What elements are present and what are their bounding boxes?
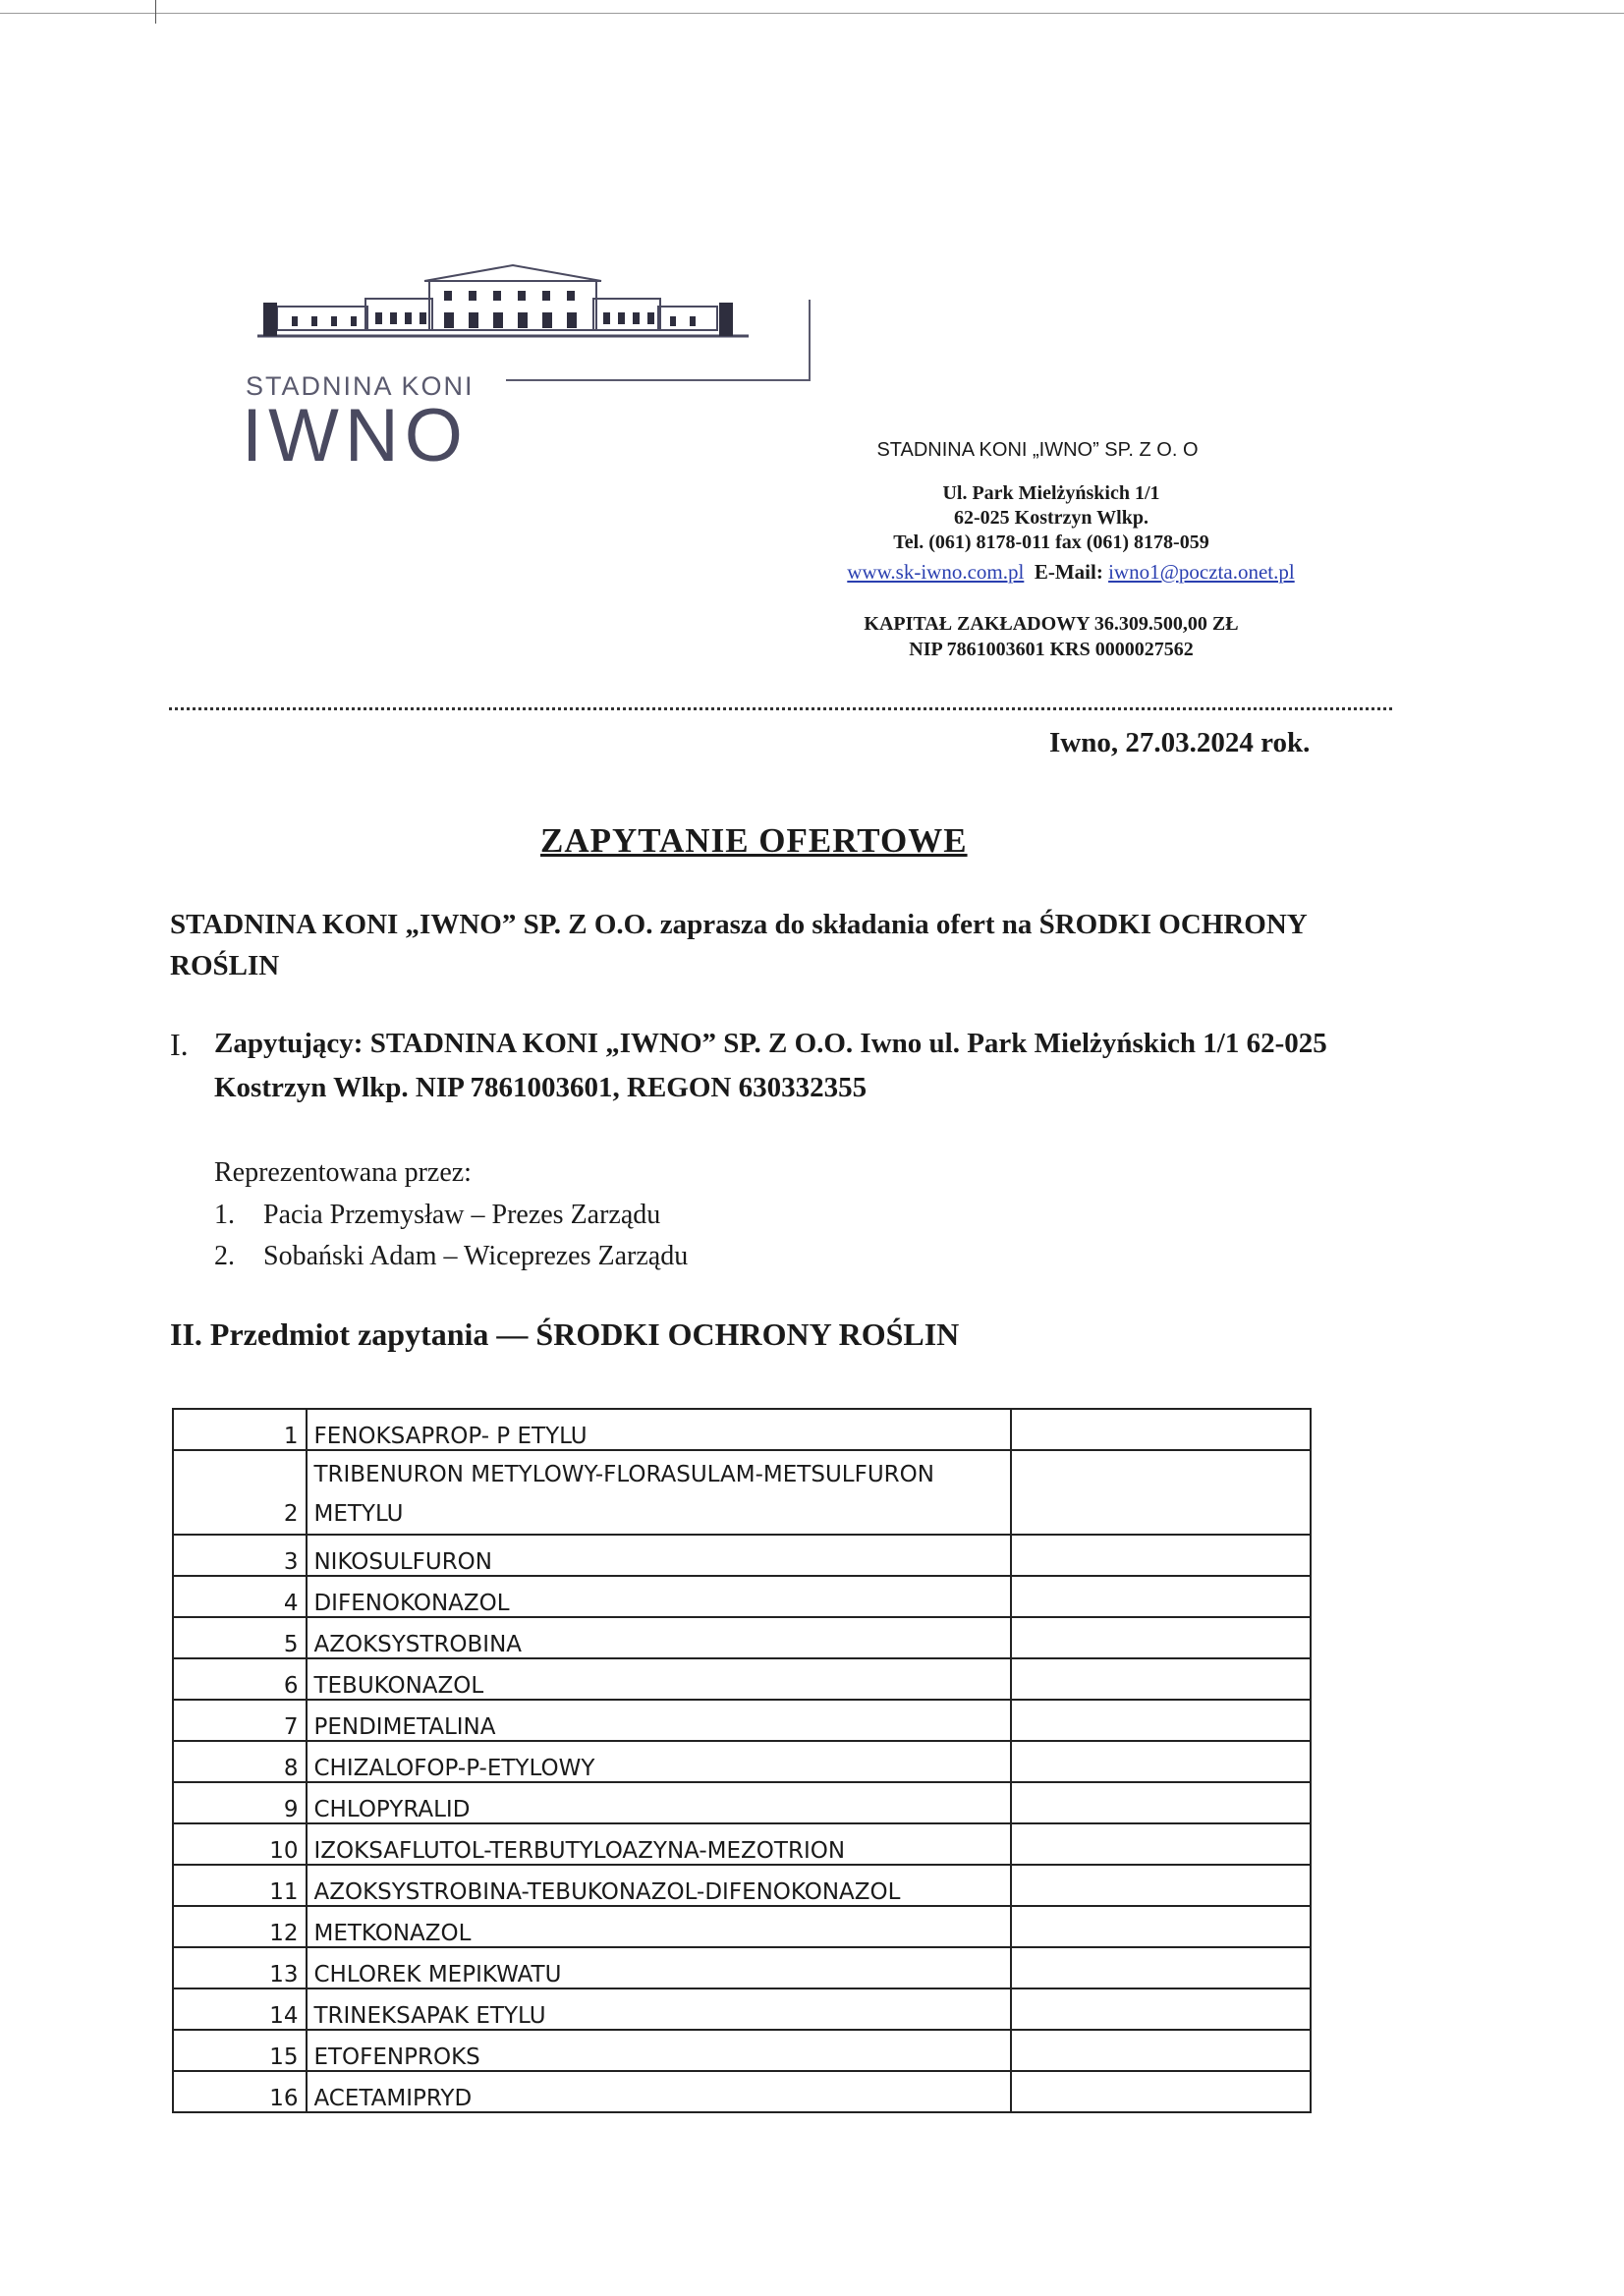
company-ids: NIP 7861003601 KRS 0000027562 — [909, 639, 1194, 660]
table-row — [173, 1947, 1311, 1988]
item-name: IZOKSAFLUTOL-TERBUTYLOAZYNA-MEZOTRION — [307, 1823, 1010, 1865]
item-name: TRINEKSAPAK ETYLU — [307, 1988, 1010, 2030]
item-blank-cell[interactable] — [1011, 1535, 1311, 1576]
item-name: TRIBENURON METYLOWY-FLORASULAM-METSULFURON METYLU — [307, 1450, 1010, 1535]
email-label: E-Mail: — [1034, 560, 1103, 584]
table-row — [173, 2030, 1311, 2071]
item-blank-cell[interactable] — [1011, 1409, 1311, 1450]
section-1-text: Zapytujący: STADNINA KONI „IWNO” SP. Z O.O. Iwno ul. Park Mielżyńskich 1/1 62-025 Kostrzyn Wlkp. NIP 7861003601, REGON 630332355 — [214, 1028, 1327, 1103]
table-row — [173, 1782, 1311, 1823]
table-row — [173, 1865, 1311, 1906]
item-blank-cell[interactable] — [1011, 1450, 1311, 1535]
item-number: 15 — [173, 2030, 307, 2071]
logo-subtitle: STADNINA KONI — [246, 371, 475, 401]
building-logo-icon — [257, 257, 749, 351]
item-name: FENOKSAPROP- P ETYLU — [307, 1409, 1010, 1450]
item-name: METKONAZOL — [307, 1906, 1010, 1947]
item-number: 10 — [173, 1823, 307, 1865]
company-phone: Tel. (061) 8178-011 fax (061) 8178-059 — [893, 532, 1209, 553]
item-name: CHIZALOFOP-P-ETYLOWY — [307, 1741, 1010, 1782]
company-capital: KAPITAŁ ZAKŁADOWY 36.309.500,00 ZŁ — [864, 613, 1239, 635]
item-blank-cell[interactable] — [1011, 1658, 1311, 1700]
table-row — [173, 2071, 1311, 2112]
item-number: 9 — [173, 1782, 307, 1823]
item-blank-cell[interactable] — [1011, 1576, 1311, 1617]
website-link[interactable]: www.sk-iwno.com.pl — [847, 560, 1025, 584]
scan-border-line — [0, 13, 1624, 14]
company-contact-line — [776, 560, 1366, 585]
table-row — [173, 1617, 1311, 1658]
table-row — [173, 1535, 1311, 1576]
email-link[interactable]: iwno1@poczta.onet.pl — [1108, 560, 1295, 584]
item-name: NIKOSULFURON — [307, 1535, 1010, 1576]
logo-name: IWNO — [242, 394, 469, 477]
item-blank-cell[interactable] — [1011, 1700, 1311, 1741]
item-number: 5 — [173, 1617, 307, 1658]
item-name: AZOKSYSTROBINA — [307, 1617, 1010, 1658]
item-blank-cell[interactable] — [1011, 1947, 1311, 1988]
item-name: ETOFENPROKS — [307, 2030, 1010, 2071]
item-number: 7 — [173, 1700, 307, 1741]
item-name: AZOKSYSTROBINA-TEBUKONAZOL-DIFENOKONAZOL — [307, 1865, 1010, 1906]
item-number: 13 — [173, 1947, 307, 1988]
item-number: 11 — [173, 1865, 307, 1906]
document-date: Iwno, 27.03.2024 rok. — [1049, 727, 1311, 758]
company-name: STADNINA KONI „IWNO” SP. Z O. O — [876, 439, 1199, 461]
table-row — [173, 1700, 1311, 1741]
item-number: 16 — [173, 2071, 307, 2112]
item-blank-cell[interactable] — [1011, 1906, 1311, 1947]
item-number: 3 — [173, 1535, 307, 1576]
table-row — [173, 1906, 1311, 1947]
item-name: CHLOREK MEPIKWATU — [307, 1947, 1010, 1988]
item-blank-cell[interactable] — [1011, 1988, 1311, 2030]
item-blank-cell[interactable] — [1011, 1865, 1311, 1906]
logo-frame-horizontal — [506, 379, 811, 381]
item-blank-cell[interactable] — [1011, 1741, 1311, 1782]
dotted-separator — [169, 707, 1392, 710]
table-row — [173, 1576, 1311, 1617]
item-blank-cell[interactable] — [1011, 1823, 1311, 1865]
logo-frame-vertical — [809, 300, 811, 381]
company-address-city: 62-025 Kostrzyn Wlkp. — [954, 507, 1148, 529]
item-number: 1 — [173, 1409, 307, 1450]
item-name: DIFENOKONAZOL — [307, 1576, 1010, 1617]
item-name: CHLOPYRALID — [307, 1782, 1010, 1823]
item-blank-cell[interactable] — [1011, 2030, 1311, 2071]
item-number: 6 — [173, 1658, 307, 1700]
item-name: PENDIMETALINA — [307, 1700, 1010, 1741]
item-blank-cell[interactable] — [1011, 1617, 1311, 1658]
table-row — [173, 1988, 1311, 2030]
item-number: 4 — [173, 1576, 307, 1617]
item-number: 12 — [173, 1906, 307, 1947]
item-blank-cell[interactable] — [1011, 2071, 1311, 2112]
table-row — [173, 1409, 1311, 1450]
item-number: 14 — [173, 1988, 307, 2030]
table-row — [173, 1658, 1311, 1700]
item-blank-cell[interactable] — [1011, 1782, 1311, 1823]
intro-paragraph: STADNINA KONI „IWNO” SP. Z O.O. zaprasza do składania ofert na ŚRODKI OCHRONY ROŚLIN — [170, 909, 1307, 981]
item-name: ACETAMIPRYD — [307, 2071, 1010, 2112]
section-1-number: I. — [170, 1027, 189, 1062]
table-row — [173, 1450, 1311, 1535]
represented-by-label: Reprezentowana przez: — [214, 1157, 472, 1188]
item-number: 8 — [173, 1741, 307, 1782]
item-name: TEBUKONAZOL — [307, 1658, 1010, 1700]
company-address-street: Ul. Park Mielżyńskich 1/1 — [942, 482, 1160, 504]
table-row — [173, 1741, 1311, 1782]
representative-item: 1. Pacia Przemysław – Prezes Zarządu — [214, 1200, 661, 1230]
document-title: ZAPYTANIE OFERTOWE — [540, 821, 968, 860]
scan-mark — [155, 0, 156, 24]
representative-item: 2. Sobański Adam – Wiceprezes Zarządu — [214, 1241, 689, 1271]
table-row — [173, 1823, 1311, 1865]
item-number: 2 — [173, 1450, 307, 1535]
section-2-title: II. Przedmiot zapytania — ŚRODKI OCHRONY ROŚLIN — [170, 1316, 960, 1352]
items-table — [172, 1408, 1312, 2113]
